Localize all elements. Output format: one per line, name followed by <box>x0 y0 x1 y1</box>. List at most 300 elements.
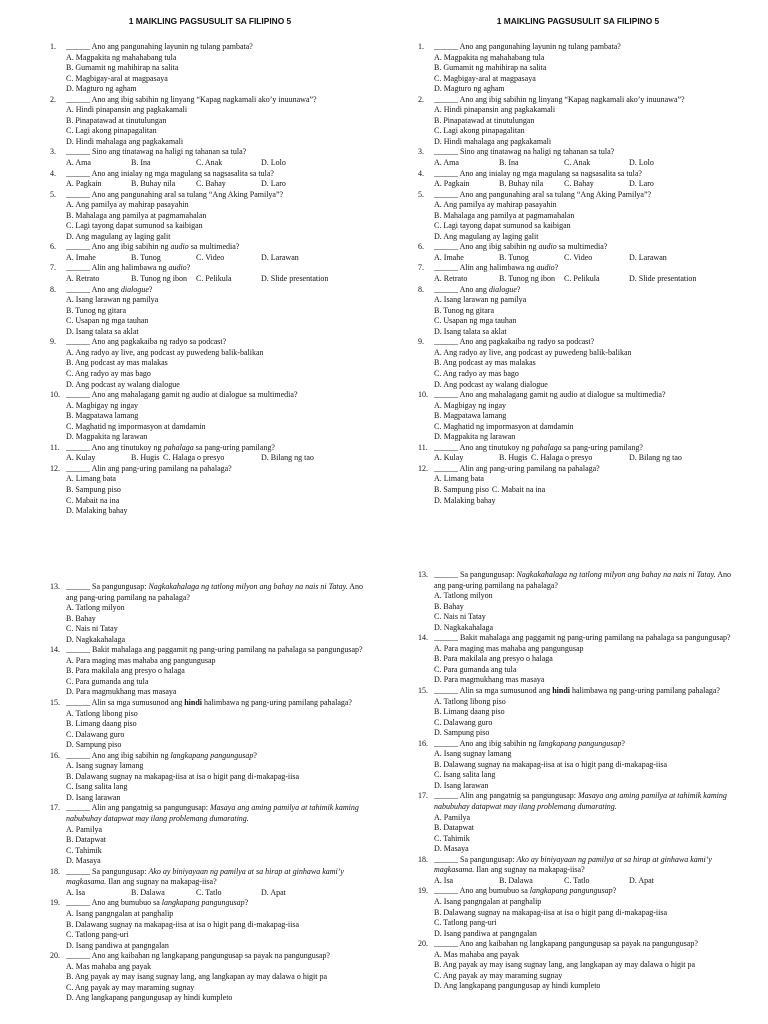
question-term: langkapang pangungusap <box>538 738 622 748</box>
question-sentence: Ako ay biniyayaan ng pamilya at sa hirap at ginhawa kami’y magkasama. <box>434 854 712 875</box>
question-text-end: ? <box>148 284 153 294</box>
question-number: 12. <box>50 463 60 473</box>
question-15 <box>418 686 738 739</box>
answer-blank: ______ <box>66 750 90 760</box>
question-number: 6. <box>418 242 424 252</box>
question-text: Sa pangungusap: <box>92 582 149 591</box>
question-text: Ano ang mahalagang gamit ng audio at dialogue sa multimedia? <box>91 390 298 400</box>
question-text: Ano ang pangunahing layunin ng tulang pambata? <box>459 42 621 51</box>
question-text: Ano ang ibig sabihin ng <box>91 242 171 252</box>
answer-blank: ______ <box>66 242 90 252</box>
question-text: Bakit mahalaga ang paggamit ng pang-uring pamilang na pahalaga sa pangungusap? <box>460 633 731 643</box>
question-10 <box>50 390 370 443</box>
option-c: C. Usapan ng mga tauhan <box>434 316 517 326</box>
option-b: B. Gumamit ng mahihirap na salita <box>434 63 547 73</box>
answer-blank: ______ <box>434 939 458 949</box>
answer-blank: ______ <box>434 263 458 273</box>
option-c: C. Tatlong pang-uri <box>66 930 129 940</box>
question-number: 17. <box>50 803 60 813</box>
option-c: C. Lagi tayong dapat sumunod sa kaibigan <box>434 221 571 231</box>
question-number: 6. <box>50 242 56 252</box>
question-text: Ano ang ibig sabihin ng linyang “Kapag nagkamali ako’y inuunawa”? <box>91 94 317 104</box>
option-a: A. Mas mahaba ang payak <box>66 961 152 971</box>
question-text-end: halimbawa ng pang-uring pamilang pahalaga? <box>202 698 352 708</box>
question-text: Alin ang pang-uring pamilang na pahalaga? <box>91 463 232 473</box>
option-b: B. Ang podcast ay mas malakas <box>66 358 168 368</box>
question-text-end: Ilan ang sugnay na makapag-iisa? <box>106 877 217 887</box>
option-a: A. Ama <box>434 158 459 168</box>
option-b: B. Dalawang sugnay na makapag-iisa at isa o higit pang di-makapag-iisa <box>434 759 668 769</box>
option-d: D. Ang magulang ay laging galit <box>434 231 539 241</box>
question-number: 5. <box>418 189 424 199</box>
question-text-end: ? <box>621 738 625 748</box>
option-a: A. Isang larawan ng pamilya <box>66 295 159 305</box>
question-text-end: ? <box>612 886 617 896</box>
option-d: D. Ang langkapang pangungusap ay hindi kumpleto <box>434 981 601 991</box>
answer-blank: ______ <box>66 189 90 199</box>
question-number: 4. <box>418 168 424 178</box>
question-number: 7. <box>50 263 56 273</box>
option-d: D. Bilang ng tao <box>629 453 682 463</box>
question-number: 9. <box>50 337 56 347</box>
answer-blank: ______ <box>434 854 458 864</box>
option-d: D. Hindi mahalaga ang pagkakamali <box>66 136 184 146</box>
option-c: C. Halaga o presyo <box>531 453 593 463</box>
question-number: 4. <box>50 168 56 178</box>
question-9 <box>418 337 738 390</box>
option-c: C. Maghatid ng impormasyon at damdamin <box>66 421 206 431</box>
option-d: D. Isang pandiwa at pangngalan <box>434 928 537 938</box>
question-number: 18. <box>418 854 428 864</box>
option-c: C. Lagi tayong dapat sumunod sa kaibigan <box>66 221 203 231</box>
option-b: B. Ang payak ay may isang sugnay lang, ang langkapan ay may dalawa o higit pa <box>66 972 328 982</box>
question-15 <box>50 698 370 751</box>
question-6 <box>418 242 738 263</box>
question-term: langkapang pangungusap <box>529 886 613 896</box>
answer-blank: ______ <box>434 284 458 294</box>
question-text: Ano ang bumubuo sa <box>459 886 530 896</box>
question-number: 10. <box>50 390 60 400</box>
option-a: A. Mas mahaba ang payak <box>434 949 520 959</box>
option-a: A. Para maging mas mahaba ang pangungusap <box>434 643 584 653</box>
answer-blank: ______ <box>66 390 90 400</box>
question-text-end: ? <box>186 263 191 273</box>
answer-blank: ______ <box>66 147 90 157</box>
option-d: D. Isang larawan <box>66 792 121 802</box>
question-5 <box>418 190 738 243</box>
question-text-end: sa multimedia? <box>556 242 608 252</box>
question-text: Ano ang pangunahing layunin ng tulang pambata? <box>91 42 253 51</box>
option-a: A. Hindi pinapansin ang pagkakamali <box>434 105 556 115</box>
answer-blank: ______ <box>66 42 90 51</box>
option-c: C. Para gumanda ang tula <box>66 676 149 686</box>
option-c: C. Ang radyo ay mas bago <box>434 368 519 378</box>
option-b: B. Ina <box>499 158 519 168</box>
answer-blank: ______ <box>434 686 458 696</box>
answer-blank: ______ <box>66 168 90 178</box>
question-text: Alin sa mga sumusunod ang <box>91 698 185 708</box>
question-7 <box>418 263 738 284</box>
option-a: A. Ang pamilya ay mahirap pasayahin <box>434 200 557 210</box>
option-d: D. Isang talata sa aklat <box>434 326 507 336</box>
option-d: D. Larawan <box>629 252 667 262</box>
question-text: Alin ang pang-uring pamilang na pahalaga? <box>459 463 600 473</box>
option-b: B. Ina <box>131 158 151 168</box>
option-a: A. Magbigay ng ingay <box>434 400 506 410</box>
option-c: C. Video <box>196 252 225 262</box>
option-d: D. Para magmukhang mas masaya <box>66 687 177 697</box>
answer-blank: ______ <box>66 337 90 347</box>
option-d: D. Magturo ng agham <box>434 84 505 94</box>
question-term: dialogue <box>488 284 517 294</box>
question-16 <box>418 739 738 792</box>
option-d: D. Isang pandiwa at pangngalan <box>66 940 169 950</box>
option-c: C. Maghatid ng impormasyon at damdamin <box>434 421 574 431</box>
question-number: 5. <box>50 189 56 199</box>
option-b: B. Bahay <box>434 601 464 611</box>
option-d: D. Slide presentation <box>261 274 329 284</box>
question-number: 11. <box>418 442 428 452</box>
question-text-end: sa pang-uring pamilang? <box>193 442 275 452</box>
answer-blank: ______ <box>66 94 90 104</box>
question-13 <box>50 582 370 645</box>
right-column-bottom-block <box>418 570 738 992</box>
question-13 <box>418 570 738 633</box>
question-text-end: ? <box>554 263 559 273</box>
option-c: C. Isang salita lang <box>434 770 496 780</box>
option-b: B. Tunog ng ibon <box>131 274 188 284</box>
question-text: Alin sa mga sumusunod ang <box>459 686 553 696</box>
answer-blank: ______ <box>66 898 90 908</box>
question-text: Alin ang halimbawa ng <box>459 263 537 273</box>
option-d: D. Nagkakahalaga <box>66 634 126 644</box>
option-a: A. Tatlong milyon <box>434 591 493 601</box>
question-sentence: Nagkakahalaga ng tatlong milyon ang bahay na nais ni Tatay. <box>148 582 348 591</box>
option-b: B. Ang podcast ay mas malakas <box>434 358 536 368</box>
option-b: B. Pinapatawad at tinutulungan <box>66 115 167 125</box>
option-b: B. Para makilala ang presyo o halaga <box>434 654 553 664</box>
option-c: C. Mabait na ina <box>66 495 120 505</box>
option-a: A. Hindi pinapansin ang pagkakamali <box>66 105 188 115</box>
option-b: B. Ang payak ay may isang sugnay lang, ang langkapan ay may dalawa o higit pa <box>434 960 696 970</box>
question-text: Ano ang <box>459 284 489 294</box>
option-c: C. Dalawang guro <box>66 729 125 739</box>
question-number: 1. <box>418 42 424 51</box>
question-2 <box>50 95 370 148</box>
question-text-end: sa pang-uring pamilang? <box>561 442 643 452</box>
question-2 <box>418 95 738 148</box>
question-number: 15. <box>418 686 428 696</box>
question-number: 7. <box>418 263 424 273</box>
question-text: Ano ang pangunahing aral sa tulang “Ang Aking Pamilya”? <box>459 189 652 199</box>
answer-blank: ______ <box>434 738 458 748</box>
option-b: B. Dalawa <box>499 875 533 885</box>
question-text: Ano ang pangunahing aral sa tulang “Ang Aking Pamilya”? <box>91 189 284 199</box>
option-b: B. Limang daang piso <box>66 719 137 729</box>
answer-blank: ______ <box>434 463 458 473</box>
option-c: C. Tatlong pang-uri <box>434 918 497 928</box>
question-number: 10. <box>418 390 428 400</box>
option-b: B. Tunog ng ibon <box>499 274 556 284</box>
option-c: C. Dalawang guro <box>434 717 493 727</box>
question-number: 3. <box>418 147 424 157</box>
question-number: 20. <box>50 951 60 961</box>
option-b: B. Mahalaga ang pamilya at pagmamahalan <box>66 210 207 220</box>
answer-blank: ______ <box>66 582 90 591</box>
question-text: Ano ang ibig sabihin ng linyang “Kapag nagkamali ako’y inuunawa”? <box>459 94 685 104</box>
question-text: Alin ang pangatnig sa pangungusap: <box>91 803 210 813</box>
question-term: audio <box>168 263 187 273</box>
option-d: D. Larawan <box>261 252 299 262</box>
question-10 <box>418 390 738 443</box>
question-number: 13. <box>418 570 428 579</box>
option-d: D. Sampung piso <box>66 740 122 750</box>
option-c: C. Ang radyo ay mas bago <box>66 368 151 378</box>
question-text: Ano ang tinutukoy ng <box>459 442 532 452</box>
question-text: Bakit mahalaga ang paggamit ng pang-uring pamilang na pahalaga sa pangungusap? <box>92 645 363 655</box>
question-text: Sino ang tinatawag na haligi ng tahanan sa tula? <box>460 147 615 157</box>
option-b: B. Dalawang sugnay na makapag-iisa at isa o higit pang di-makapag-iisa <box>434 907 668 917</box>
question-text: Ano ang bumubuo sa <box>91 898 162 908</box>
question-14 <box>50 645 370 698</box>
page-title-right: 1 MAIKLING PAGSUSULIT SA FILIPINO 5 <box>496 16 660 26</box>
question-19 <box>418 886 738 939</box>
option-c: C. Tatlo <box>564 875 590 885</box>
option-d: D. Bilang ng tao <box>261 453 314 463</box>
option-a: A. Ang radyo ay live, ang podcast ay puwedeng balik-balikan <box>66 347 264 357</box>
question-text: Ano ang ibig sabihin ng <box>459 242 539 252</box>
option-a: A. Limang bata <box>66 474 116 484</box>
option-b: B. Tunog ng gitara <box>434 305 495 315</box>
option-d: D. Para magmukhang mas masaya <box>434 675 545 685</box>
question-number: 8. <box>418 284 424 294</box>
question-1 <box>50 42 370 95</box>
question-text: Ano ang ibig sabihin ng <box>91 750 171 760</box>
option-c: C. Nais ni Tatay <box>66 624 118 634</box>
question-17 <box>50 803 370 866</box>
option-b: B. Hugis <box>131 453 160 463</box>
question-number: 2. <box>50 94 56 104</box>
option-a: A. Ang pamilya ay mahirap pasayahin <box>66 200 189 210</box>
option-a: A. Imahe <box>66 252 96 262</box>
right-column <box>418 42 738 1022</box>
question-8 <box>50 285 370 338</box>
question-text: Sa pangungusap: <box>460 570 517 579</box>
right-column-top-block <box>418 42 738 506</box>
question-20 <box>418 939 738 992</box>
question-number: 19. <box>50 898 60 908</box>
question-3 <box>418 147 738 168</box>
left-column <box>50 42 370 1022</box>
option-c: C. Lagi akong pinapagalitan <box>66 126 157 136</box>
answer-blank: ______ <box>66 284 90 294</box>
option-a: A. Isa <box>434 875 454 885</box>
answer-blank: ______ <box>434 791 458 801</box>
question-text: Ano ang pagkakaiba ng radyo sa podcast? <box>459 337 595 347</box>
option-d: D. Masaya <box>66 856 101 866</box>
question-number: 18. <box>50 866 60 876</box>
option-a: A. Pamilya <box>434 812 470 822</box>
option-a: A. Ang radyo ay live, ang podcast ay puwedeng balik-balikan <box>434 347 632 357</box>
question-text-end: Ilan ang sugnay na makapag-iisa? <box>474 865 585 875</box>
question-text: Ano ang tinutukoy ng <box>91 442 164 452</box>
option-c: C. Bahay <box>196 179 226 189</box>
answer-blank: ______ <box>66 263 90 273</box>
option-b: B. Tunog <box>131 252 161 262</box>
option-d: D. Apat <box>629 875 654 885</box>
option-a: A. Imahe <box>434 252 464 262</box>
question-number: 16. <box>50 750 60 760</box>
left-column-bottom-block <box>50 582 370 1004</box>
option-d: D. Nagkakahalaga <box>434 622 494 632</box>
option-a: A. Isang larawan ng pamilya <box>434 295 527 305</box>
answer-blank: ______ <box>434 633 458 643</box>
answer-blank: ______ <box>434 570 458 579</box>
option-c: C. Anak <box>196 158 223 168</box>
question-term: langkapang pangungusap <box>161 898 245 908</box>
question-term: pahalaga <box>163 442 194 452</box>
question-3 <box>50 147 370 168</box>
question-number: 3. <box>50 147 56 157</box>
option-a: A. Ama <box>66 158 91 168</box>
option-c: C. Bahay <box>564 179 594 189</box>
option-a: A. Tatlong libong piso <box>434 696 506 706</box>
question-sentence: Ako ay biniyayaan ng pamilya at sa hirap at ginhawa kami’y magkasama. <box>66 866 344 887</box>
option-b: B. Sampung piso <box>434 484 489 494</box>
option-b: B. Hugis <box>499 453 528 463</box>
question-text-end: ? <box>244 898 249 908</box>
answer-blank: ______ <box>66 951 90 961</box>
option-c: C. Tatlo <box>196 887 222 897</box>
option-a: A. Isang pangngalan at panghalip <box>66 908 174 918</box>
question-term: pahalaga <box>531 442 562 452</box>
option-b: B. Dalawang sugnay na makapag-iisa at isa o higit pang di-makapag-iisa <box>66 771 300 781</box>
question-term: dialogue <box>120 284 149 294</box>
answer-blank: ______ <box>434 337 458 347</box>
option-a: A. Isang sugnay lamang <box>66 761 144 771</box>
option-b: B. Pinapatawad at tinutulungan <box>434 115 535 125</box>
option-d: D. Magpakita ng larawan <box>434 432 516 442</box>
question-text: Ano ang <box>91 284 121 294</box>
question-text-end: halimbawa ng pang-uring pamilang pahalaga? <box>570 686 720 696</box>
answer-blank: ______ <box>434 242 458 252</box>
question-text: Sa pangungusap: <box>92 866 149 876</box>
option-b: B. Tunog <box>499 252 529 262</box>
option-a: A. Pagkain <box>66 179 102 189</box>
question-number: 12. <box>418 463 428 473</box>
option-a: A. Para maging mas mahaba ang pangungusap <box>66 655 216 665</box>
question-number: 20. <box>418 939 428 949</box>
option-d: D. Magpakita ng larawan <box>66 432 148 442</box>
left-column-top-block <box>50 42 370 517</box>
option-a: A. Magbigay ng ingay <box>66 400 138 410</box>
option-c: C. Video <box>564 252 593 262</box>
option-b: B. Bahay <box>66 613 96 623</box>
answer-blank: ______ <box>66 463 90 473</box>
option-b: B. Sampung piso <box>66 484 121 494</box>
option-a: A. Isang sugnay lamang <box>434 749 512 759</box>
option-d: D. Ang langkapang pangungusap ay hindi kumpleto <box>66 993 233 1003</box>
question-text: Sino ang tinatawag na haligi ng tahanan sa tula? <box>92 147 247 157</box>
answer-blank: ______ <box>66 698 90 708</box>
question-sentence: Nagkakahalaga ng tatlong milyon ang bahay na nais ni Tatay. <box>516 570 716 579</box>
option-d: D. Isang larawan <box>434 780 489 790</box>
option-c: C. Isang salita lang <box>66 782 128 792</box>
question-8 <box>418 285 738 338</box>
question-text: Alin ang halimbawa ng <box>91 263 169 273</box>
question-number: 2. <box>418 94 424 104</box>
answer-blank: ______ <box>66 442 90 452</box>
option-a: A. Kulay <box>66 453 96 463</box>
question-16 <box>50 751 370 804</box>
answer-blank: ______ <box>434 390 458 400</box>
question-6 <box>50 242 370 263</box>
question-20 <box>50 951 370 1004</box>
question-emphasis: hindi <box>184 698 203 708</box>
option-d: D. Malaking bahay <box>434 495 496 505</box>
option-d: D. Hindi mahalaga ang pagkakamali <box>434 136 552 146</box>
question-17 <box>418 791 738 854</box>
option-d: D. Malaking bahay <box>66 506 128 516</box>
option-c: C. Nais ni Tatay <box>434 612 486 622</box>
option-b: B. Dalawang sugnay na makapag-iisa at isa o higit pang di-makapag-iisa <box>66 919 300 929</box>
question-11 <box>50 443 370 464</box>
question-text: Ano ang pagkakaiba ng radyo sa podcast? <box>91 337 227 347</box>
option-b: B. Gumamit ng mahihirap na salita <box>66 63 179 73</box>
option-c: C. Halaga o presyo <box>163 453 225 463</box>
option-b: B. Mahalaga ang pamilya at pagmamahalan <box>434 210 575 220</box>
option-d: D. Isang talata sa aklat <box>66 326 139 336</box>
option-b: B. Buhay nila <box>131 179 176 189</box>
option-b: B. Para makilala ang presyo o halaga <box>66 666 185 676</box>
question-text: Ano ang ibig sabihin ng <box>459 738 539 748</box>
option-b: B. Tunog ng gitara <box>66 305 127 315</box>
option-c: C. Usapan ng mga tauhan <box>66 316 149 326</box>
answer-blank: ______ <box>66 645 90 655</box>
question-number: 11. <box>50 442 60 452</box>
option-a: A. Isa <box>66 887 86 897</box>
question-number: 8. <box>50 284 56 294</box>
option-d: D. Ang podcast ay walang dialogue <box>434 379 548 389</box>
option-c: C. Ang payak ay may maraming sugnay <box>434 970 563 980</box>
question-number: 14. <box>50 645 60 655</box>
question-text: Ano ang kaibahan ng langkapang pangungusap sa payak na pangungusap? <box>91 951 330 961</box>
option-c: C. Anak <box>564 158 591 168</box>
question-9 <box>50 337 370 390</box>
question-18 <box>418 855 738 887</box>
question-14 <box>418 633 738 686</box>
option-a: A. Tatlong libong piso <box>66 708 138 718</box>
option-c: C. Pelikula <box>564 274 600 284</box>
question-12 <box>418 464 738 506</box>
question-number: 14. <box>418 633 428 643</box>
option-a: A. Retrato <box>66 274 100 284</box>
option-a: A. Magpakita ng mahahabang tula <box>434 52 545 62</box>
option-c: C. Ang payak ay may maraming sugnay <box>66 982 195 992</box>
answer-blank: ______ <box>434 94 458 104</box>
option-d: D. Apat <box>261 887 286 897</box>
option-b: B. Dalawa <box>131 887 165 897</box>
answer-blank: ______ <box>434 168 458 178</box>
option-c: C. Pelikula <box>196 274 232 284</box>
question-term: audio <box>170 242 189 252</box>
option-b: B. Magpatawa lamang <box>66 411 139 421</box>
question-4 <box>418 169 738 190</box>
question-term: langkapang pangungusap <box>170 750 254 760</box>
option-d: D. Magturo ng agham <box>66 84 137 94</box>
question-number: 1. <box>50 42 56 51</box>
option-d: D. Laro <box>629 179 654 189</box>
